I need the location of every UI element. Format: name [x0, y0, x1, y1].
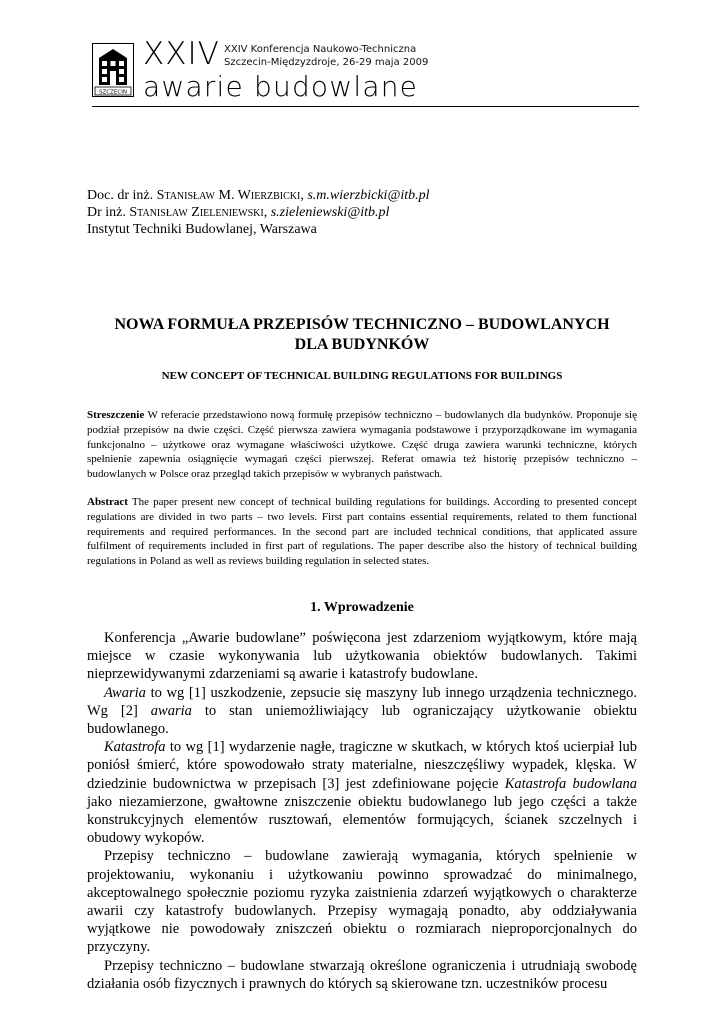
- term-katastrofa: Katastrofa: [104, 739, 166, 756]
- paragraph-3: [87, 738, 637, 847]
- logo-caption: SZCZECIN: [99, 89, 127, 96]
- paper-title-pl-line1: NOWA FORMUŁA PRZEPISÓW TECHNICZNO – BUDOWLANYCH: [114, 316, 610, 333]
- paragraph-5: Przepisy techniczno – budowlane stwarzają określone ograniczenia i utrudniają swobodę działania osób fizycznych i prawnych do których są skierowane tzn. uczestników procesu: [87, 957, 637, 992]
- paragraph-2-text-2: to stan uniemożliwiający lub ograniczający użytkowanie obiektu budowlanego.: [87, 702, 637, 738]
- author-1-degree: Doc. dr inż.: [87, 188, 157, 203]
- author-block: [87, 187, 647, 238]
- paragraph-1: Konferencja „Awarie budowlane” poświęcona jest zdarzeniom wyjątkowym, które mają miejsce w czasie wykonywania lub użytkowania obiektów budowlanych. Takimi nieprzewidywanymi zdarzeniami są awarie i katastrofy budowlane.: [87, 630, 637, 683]
- abstract-en-text: The paper present new concept of technical building regulations for buildings. According to presented concept regulations are divided in two parts – two levels. First part contains essential requirements, related to them functional requirements and required performances. In the second part are included technical conditions, that applicated assure fulfilment of requirements included in first part of regulations. The paper describe also the history of technical building regulations in Poland as well as reviews building regulation in selected states.: [87, 496, 637, 568]
- paragraph-3-text: to wg [1] wydarzenie nagłe, tragiczne w skutkach, w których ktoś ucierpiał lub poniósł śmierć, które spowodowało straty materialne, nieszczęśliwy wypadek, klęska. W dziedzinie budownictwa w przepisach [3] jest zdefiniowane pojęcie: [87, 739, 637, 792]
- abstract-en: [87, 495, 637, 569]
- author-1-name: Stanisław M. Wierzbicki: [156, 188, 301, 203]
- paragraph-2-text: to wg [1] uszkodzenie, zepsucie się maszyny lub innego urządzenia technicznego. Wg [2]: [87, 684, 637, 719]
- author-2: Dr inż. Stanisław Zieleniewski, s.zieleniewski@itb.pl: [87, 205, 390, 220]
- conference-info-line2: Szczecin-Międzyzdroje, 26-29 maja 2009: [224, 57, 429, 68]
- paragraph-4: Przepisy techniczno – budowlane zawierają wymagania, których spełnienie w projektowaniu, wykonaniu i użytkowaniu powinno sprowadzać do minimalnego, akceptowalnego społecznie poziomu ryzyka zaistnienia zdarzeń wyjątkowych o charakterze awarii czy katastrofy budowlanych. Przepisy wymagają ponadto, aby oddziaływania wyjątkowe nie powodowały zniszczeń obiektu o rozmiarach nieproporcjonalnych do przyczyny.: [87, 848, 637, 956]
- term-awaria: Awaria: [104, 684, 146, 701]
- conference-logo: [92, 43, 134, 97]
- author-2-degree: Dr inż.: [87, 205, 130, 220]
- abstract-en-label: Abstract: [87, 496, 128, 508]
- building-logo-icon: [93, 44, 133, 96]
- institution: Instytut Techniki Budowlanej, Warszawa: [87, 222, 317, 237]
- abstract-pl-text: W referacie przedstawiono nową formułę przepisów techniczno – budowlanych dla budynków. Proponuje się podział przepisów na dwie części. Część pierwsza zawiera wymagania podstawowe i przyporządkowane im wymagania funkcjonalno – użytkowe oraz wymagane właściwości użytkowe. Część druga zawiera warunki techniczne, których spełnienie zapewnia osiągnięcie wymagań części pierwszej. Referat omawia też historię przepisów techniczno – budowlanych w Polsce oraz przegląd takich przepisów w wybranych państwach.: [87, 409, 637, 481]
- paper-title-en: NEW CONCEPT OF TECHNICAL BUILDING REGULATIONS FOR BUILDINGS: [161, 370, 563, 382]
- conference-number: XXIV: [143, 36, 220, 72]
- author-1: Doc. dr inż. Stanisław M. Wierzbicki, s.m.wierzbicki@itb.pl: [87, 188, 430, 203]
- section-body: [87, 629, 637, 993]
- paragraph-2: [87, 684, 637, 739]
- header-divider: [92, 106, 639, 107]
- conference-info: [224, 43, 428, 69]
- conference-title: awarie budowlane: [143, 70, 419, 103]
- paper-title-pl: [87, 315, 637, 355]
- abstract-pl-label: Streszczenie: [87, 409, 145, 421]
- conference-info-line1: XXIV Konferencja Naukowo-Techniczna: [224, 44, 417, 55]
- author-1-email: s.m.wierzbicki@itb.pl: [307, 188, 430, 203]
- section-heading: 1. Wprowadzenie: [310, 600, 414, 615]
- paragraph-3-text-2: jako niezamierzone, gwałtowne zniszczenie obiektu budowlanego lub jego części a także konstrukcyjnych elementów rusztowań, elementów formujących, ścianek szczelnych i obudowy wykopów.: [87, 793, 637, 847]
- term-awaria-2: awaria: [150, 702, 192, 719]
- author-2-name: Stanisław Zieleniewski: [129, 205, 264, 220]
- term-katastrofa-budowlana: Katastrofa budowlana: [504, 775, 637, 792]
- author-2-email: s.zieleniewski@itb.pl: [270, 205, 390, 220]
- abstract-pl: [87, 408, 637, 482]
- paper-title-pl-line2: DLA BUDYNKÓW: [294, 336, 430, 353]
